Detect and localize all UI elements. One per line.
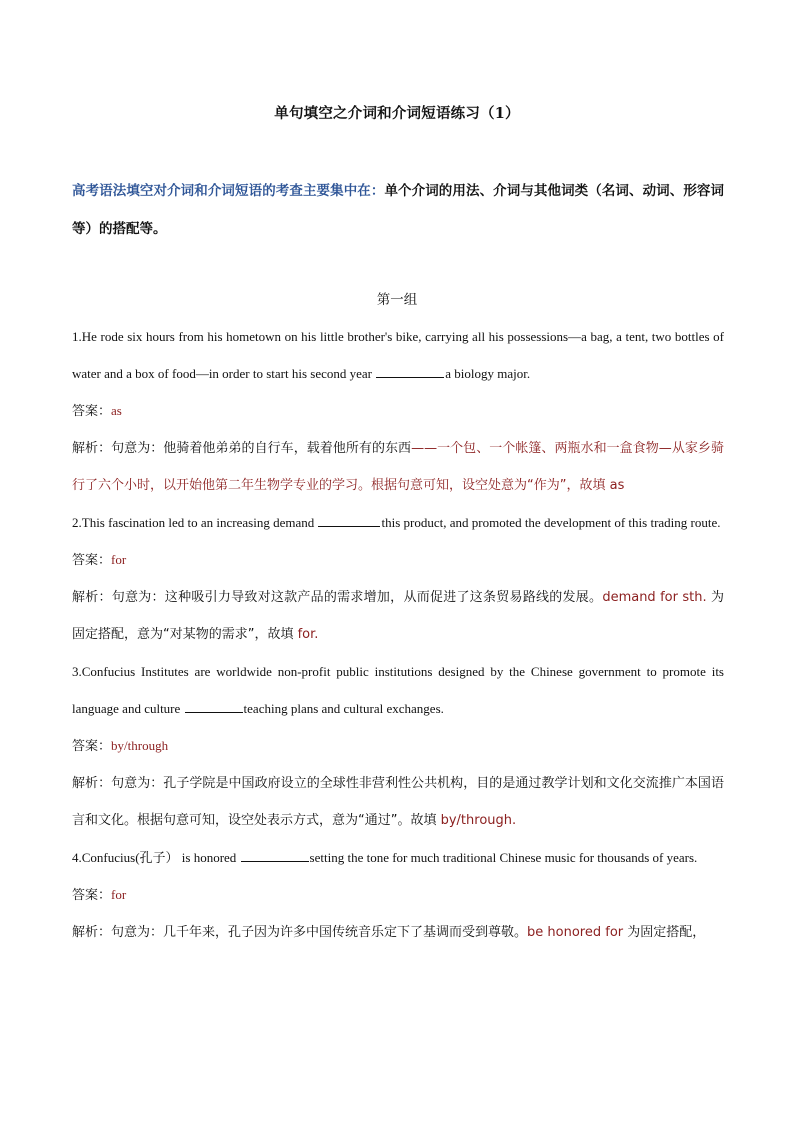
question-text: 1.He rode six hours from his hometown on his little brother's bike, carrying all his possessions—a bag, a tent, two bottles of water and a box of food—in order to start his second year [72,329,724,381]
explanation-3 [72,765,724,839]
explanation-label: 解析： [72,441,112,456]
question-text: this product, and promoted the development of this trading route. [381,515,721,530]
explanation-text: 句意为：这种吸引力导致对这款产品的需求增加，从而促进了这条贸易路线的发展。 [111,590,603,605]
answer-value: for [111,887,127,902]
question-1 [72,318,724,392]
explanation-text: demand for sth. [602,590,707,605]
answer-value: for [111,552,127,567]
answer-label: 答案： [72,553,112,568]
intro-paragraph [72,172,724,248]
answer-value: by/through [111,738,169,753]
question-text: teaching plans and cultural exchanges. [243,701,444,716]
question-2 [72,504,724,541]
answer-label: 答案： [72,739,112,754]
answer-2 [72,541,724,579]
intro-lead: 高考语法填空对介词和介词短语的考查主要集中在： [72,183,385,199]
explanation-text: 句意为：几千年来，孔子因为许多中国传统音乐定下了基调而受到尊敬。 [111,925,528,940]
answer-label: 答案： [72,404,112,419]
question-text: a biology major. [445,366,531,381]
question-3 [72,653,724,727]
exercise-body [72,318,724,951]
question-4 [72,839,724,876]
explanation-text: 为固定搭配， [623,925,706,940]
group-title: 第一组 [376,292,418,308]
answer-blank [376,364,444,378]
explanation-label: 解析： [72,590,112,605]
explanation-4 [72,914,724,951]
explanation-1 [72,430,724,504]
answer-4 [72,876,724,914]
explanation-text: by/through. [440,813,517,828]
answer-blank [241,848,309,862]
answer-value: as [111,403,122,418]
answer-3 [72,727,724,765]
explanation-2 [72,579,724,653]
explanation-text: for. [297,627,319,642]
document-title: 单句填空之介词和介词短语练习（1） [274,105,520,122]
explanation-label: 解析： [72,925,112,940]
answer-blank [185,699,243,713]
question-text: 4.Confucius(孔子） is honored [72,850,240,865]
answer-blank [318,513,380,527]
explanation-text: ——一个包、一个帐篷、两瓶水和一盒食物—从家乡骑行了六个小时，以开始他第二年生物学专业的学习。根据句意可知，设空处意为 [72,441,724,493]
answer-label: 答案： [72,888,112,903]
answer-1 [72,392,724,430]
question-text: 2.This fascination led to an increasing demand [72,515,318,530]
explanation-label: 解析： [72,776,112,791]
explanation-text: 为固定搭配，意为“对某物的需求”，故填 [72,590,724,642]
explanation-text: be honored for [527,925,624,940]
explanation-text: “作为”，故填 as [527,478,625,493]
intro-rest: 单个介词的用法、介词与其他词类（名词、动词、形容词等）的搭配等。 [72,183,725,237]
explanation-text: 句意为：孔子学院是中国政府设立的全球性非营利性公共机构，目的是通过教学计划和文化交流推广本国语言和文化。根据句意可知，设空处表示方式，意为“通过”。故填 [72,776,724,828]
question-text: 3.Confucius Institutes are worldwide non-profit public institutions designed by the Chinese government to promote its language and culture [72,664,724,716]
explanation-text: 句意为：他骑着他弟弟的自行车，载着他所有的东西 [111,441,412,456]
question-text: setting the tone for much traditional Chinese music for thousands of years. [309,850,698,865]
